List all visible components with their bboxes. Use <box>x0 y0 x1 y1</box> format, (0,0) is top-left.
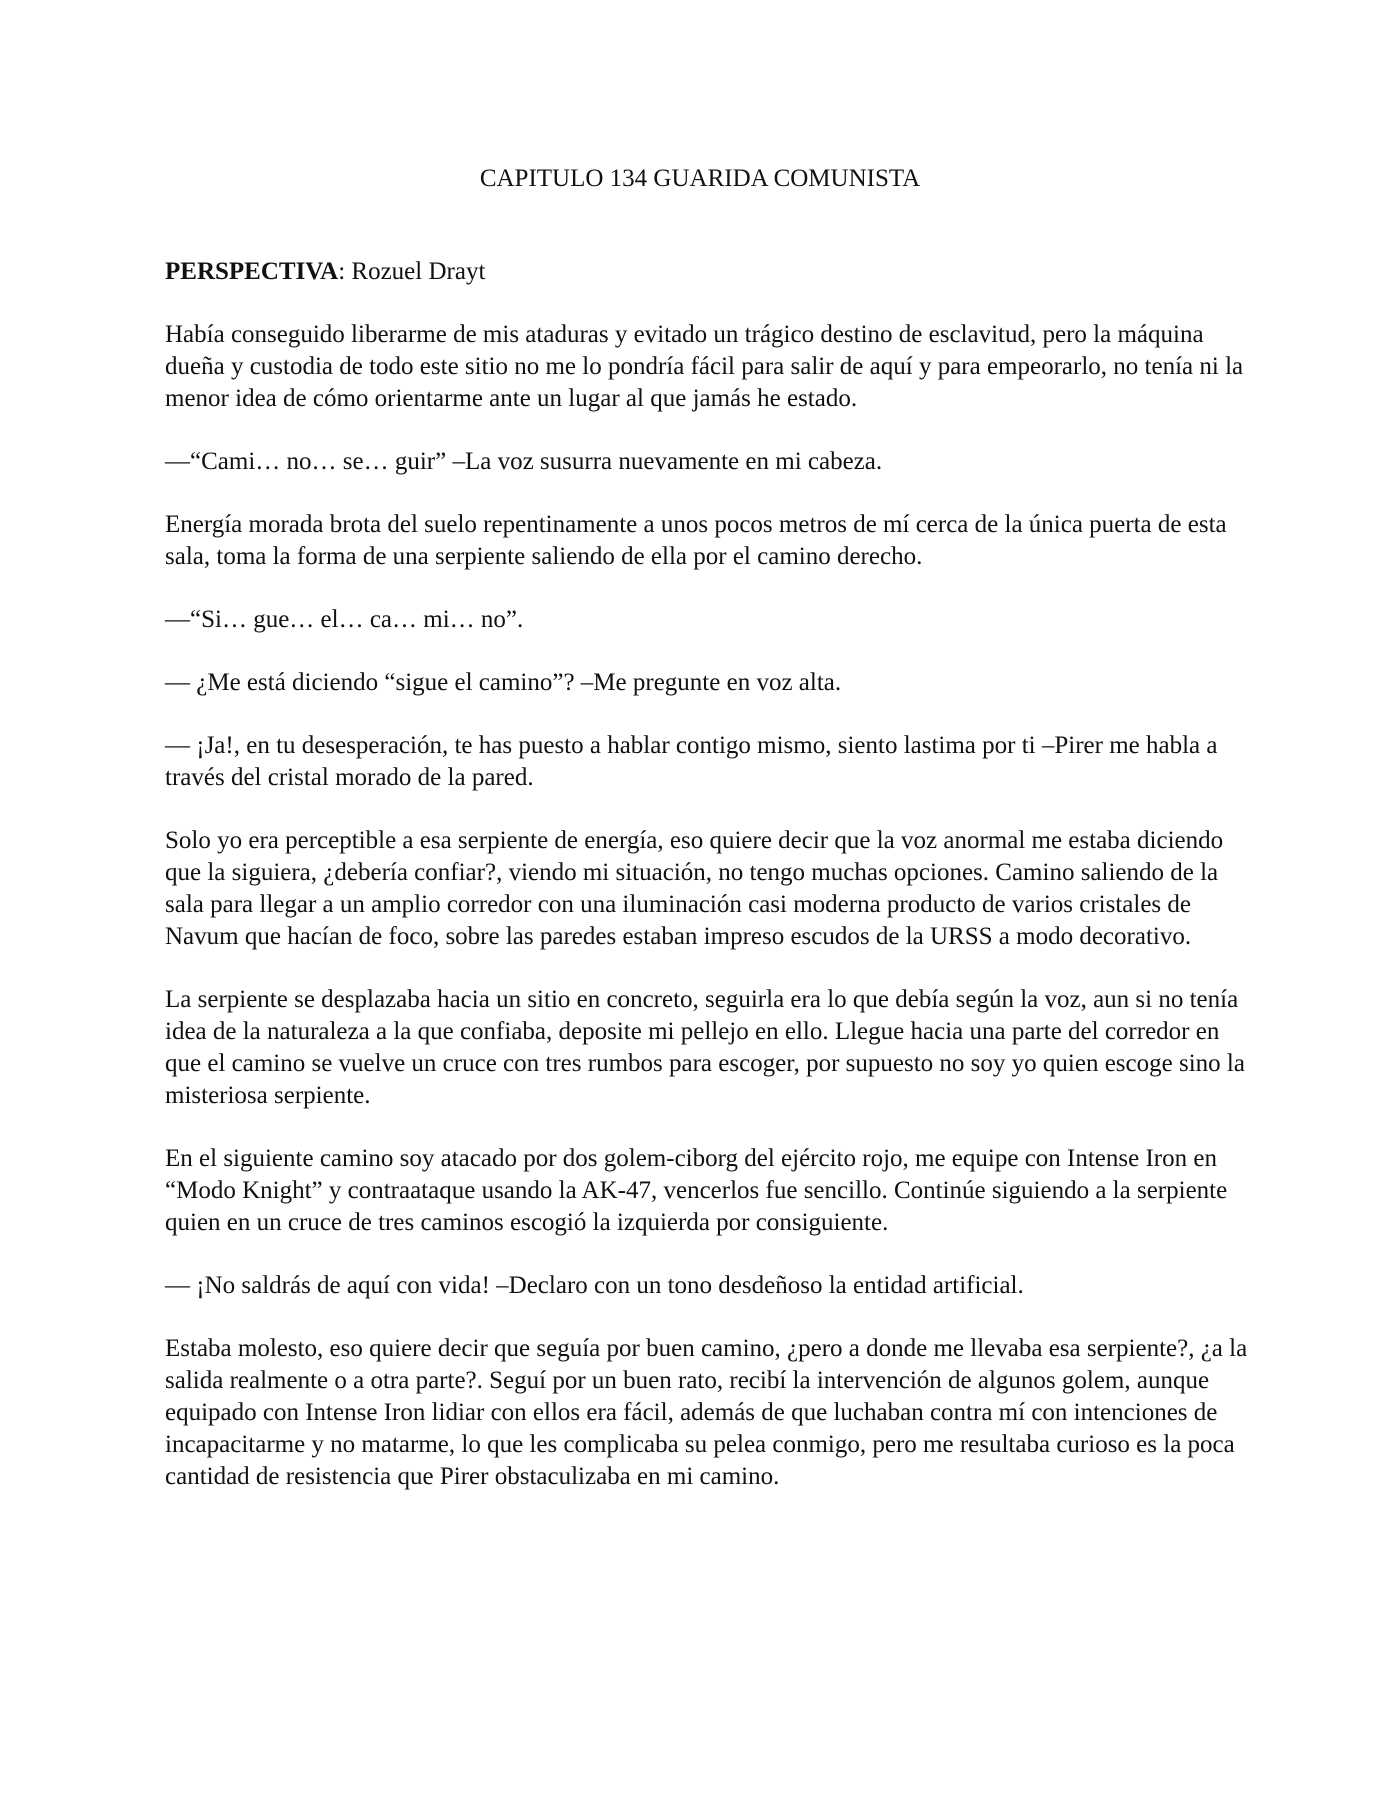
document-body <box>165 256 1250 1524</box>
paragraph: Estaba molesto, eso quiere decir que seguía por buen camino, ¿pero a donde me llevaba esa serpiente?, ¿a la salida realmente o a otra parte?. Seguí por un buen rato, recibí la intervención de algunos golem, aunque equipado con Intense Iron lidiar con ellos era fácil, además de que luchaban contra mí con intenciones de incapacitarme y no matarme, lo que les complicaba su pelea conmigo, pero me resultaba curioso es la poca cantidad de resistencia que Pirer obstaculizaba en mi camino. <box>165 1335 1248 1490</box>
paragraph: — ¡Ja!, en tu desesperación, te has puesto a hablar contigo mismo, siento lastima por ti –Pirer me habla a través del cristal morado de la pared. <box>165 732 1218 791</box>
paragraph: La serpiente se desplazaba hacia un sitio en concreto, seguirla era lo que debía según la voz, aun si no tenía idea de la naturaleza a la que confiaba, deposite mi pellejo en ello. Llegue hacia una parte del corredor en que el camino se vuelve un cruce con tres rumbos para escoger, por supuesto no soy yo quien escoge sino la misteriosa serpiente. <box>165 986 1245 1109</box>
perspective-value: : Rozuel Drayt <box>338 258 486 285</box>
paragraph: Solo yo era perceptible a esa serpiente de energía, eso quiere decir que la voz anormal me estaba diciendo que la siguiera, ¿debería confiar?, viendo mi situación, no tengo muchas opciones. Camino saliendo de la sala para llegar a un amplio corredor con una iluminación casi moderna producto de varios cristales de Navum que hacían de foco, sobre las paredes estaban impreso escudos de la URSS a modo decorativo. <box>165 827 1224 950</box>
paragraph: —“Si… gue… el… ca… mi… no”. <box>165 606 524 633</box>
paragraph: Había conseguido liberarme de mis ataduras y evitado un trágico destino de esclavitud, pero la máquina dueña y custodia de todo este sitio no me lo pondría fácil para salir de aquí y para empeorarlo, no tenía ni la menor idea de cómo orientarme ante un lugar al que jamás he estado. <box>165 321 1244 412</box>
paragraph: — ¿Me está diciendo “sigue el camino”? –Me pregunte en voz alta. <box>165 669 842 696</box>
paragraph: En el siguiente camino soy atacado por dos golem-ciborg del ejército rojo, me equipe con Intense Iron en “Modo Knight” y contraataque usando la AK-47, vencerlos fue sencillo. Continúe siguiendo a la serpiente quien en un cruce de tres caminos escogió la izquierda por consiguiente. <box>165 1145 1228 1236</box>
paragraph: —“Cami… no… se… guir” –La voz susurra nuevamente en mi cabeza. <box>165 448 883 475</box>
perspective-label: PERSPECTIVA <box>165 258 339 285</box>
perspective-line <box>165 256 1250 288</box>
chapter-title: CAPITULO 134 GUARIDA COMUNISTA <box>479 165 921 192</box>
paragraph: Energía morada brota del suelo repentinamente a unos pocos metros de mí cerca de la única puerta de esta sala, toma la forma de una serpiente saliendo de ella por el camino derecho. <box>165 511 1227 570</box>
paragraph: — ¡No saldrás de aquí con vida! –Declaro con un tono desdeñoso la entidad artificial. <box>165 1272 1024 1299</box>
